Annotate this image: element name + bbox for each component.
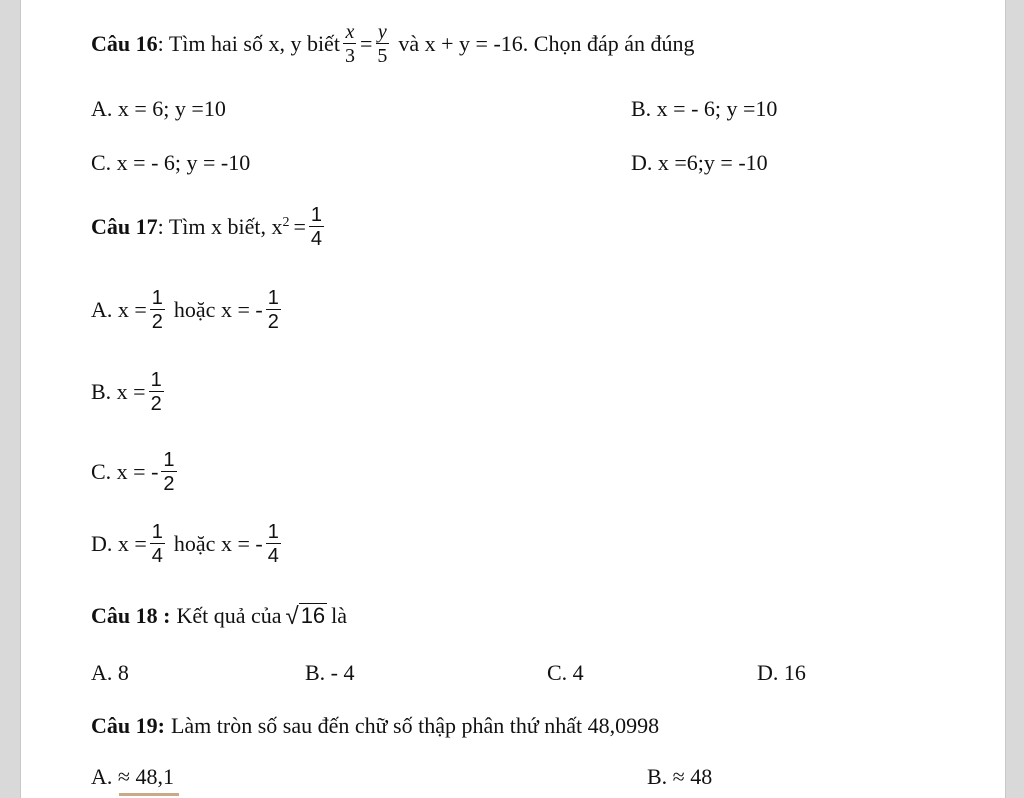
q17-d-num1: 1: [151, 521, 163, 543]
q17-option-c: [91, 450, 180, 494]
q17-b-num: 1: [150, 369, 162, 391]
q17-a-num1: 1: [151, 287, 163, 309]
question-19: [91, 713, 659, 739]
q17-d-mid: hoặc x = -: [173, 531, 263, 556]
q16-option-c: C. x = - 6; y = -10: [91, 150, 251, 175]
q19-option-a: A. ≈ 48,1: [91, 764, 174, 789]
q16-fraction-y: [375, 22, 389, 66]
q17-exponent: 2: [282, 215, 290, 230]
q18-text-b: là: [331, 603, 348, 628]
q19-option-b: B. ≈ 48: [647, 764, 713, 789]
q17-a-frac1: [150, 288, 165, 332]
q17-d-pre: D. x =: [91, 531, 147, 556]
q17-option-b: [91, 370, 167, 414]
question-18: [91, 603, 347, 629]
question-16: [91, 22, 694, 66]
q17-d-den1: 4: [151, 545, 163, 567]
q16-text-a: : Tìm hai số x, y biết: [157, 31, 340, 56]
q16-option-a: A. x = 6; y =10: [91, 96, 226, 121]
q17-label: Câu 17: [91, 214, 158, 239]
q17-d-frac1: [150, 522, 165, 566]
q17-d-num2: 1: [267, 521, 279, 543]
q17-d-den2: 4: [267, 545, 279, 567]
q18-label: Câu 18 :: [91, 603, 171, 628]
q18-radicand: 16: [300, 603, 326, 629]
q16-frac1-den: 3: [344, 45, 355, 67]
q16-frac1-num: x: [345, 21, 355, 43]
q17-option-d: [91, 522, 284, 566]
q17-c-den: 2: [163, 473, 175, 495]
q18-square-root: [286, 603, 328, 628]
q16-equals: =: [359, 31, 373, 56]
q17-b-frac: [149, 370, 164, 414]
q17-d-frac2: [266, 522, 281, 566]
question-17: [91, 205, 327, 249]
q17-frac-den: 4: [310, 228, 323, 250]
q16-fraction-x: [343, 22, 357, 66]
q18-option-b: B. - 4: [305, 660, 355, 685]
q16-option-b: B. x = - 6; y =10: [631, 96, 778, 121]
q17-frac-num: 1: [310, 204, 323, 226]
q17-b-pre: B. x =: [91, 379, 146, 404]
q17-c-pre: C. x = -: [91, 459, 159, 484]
q16-text-b: và x + y = -16. Chọn đáp án đúng: [398, 31, 695, 56]
q18-option-a: A. 8: [91, 660, 129, 685]
q17-equals: =: [293, 214, 306, 239]
q17-b-den: 2: [150, 393, 162, 415]
q17-c-frac: [161, 450, 176, 494]
q17-a-frac2: [266, 288, 281, 332]
q18-option-d: D. 16: [757, 660, 806, 685]
q17-a-pre: A. x =: [91, 297, 147, 322]
q16-frac2-num: y: [377, 21, 387, 43]
q17-a-num2: 1: [267, 287, 279, 309]
radical-sign-icon: √: [285, 602, 299, 630]
q17-fraction: [309, 205, 324, 249]
q19-label: Câu 19:: [91, 713, 165, 738]
q16-option-d: D. x =6;y = -10: [631, 150, 768, 175]
q17-a-mid: hoặc x = -: [173, 297, 263, 322]
underline-highlight: [119, 793, 179, 796]
document-page: [20, 0, 1006, 798]
q19-text: Làm tròn số sau đến chữ số thập phân thứ nhất 48,0998: [170, 713, 660, 738]
q17-option-a: [91, 288, 284, 332]
q17-a-den1: 2: [151, 311, 163, 333]
q17-text-a: : Tìm x biết, x: [157, 214, 283, 239]
q16-label: Câu 16: [91, 31, 158, 56]
q17-c-num: 1: [163, 449, 175, 471]
q18-text-a: Kết quả của: [176, 603, 282, 628]
q18-option-c: C. 4: [547, 660, 584, 685]
q16-frac2-den: 5: [377, 45, 388, 67]
q17-a-den2: 2: [267, 311, 279, 333]
